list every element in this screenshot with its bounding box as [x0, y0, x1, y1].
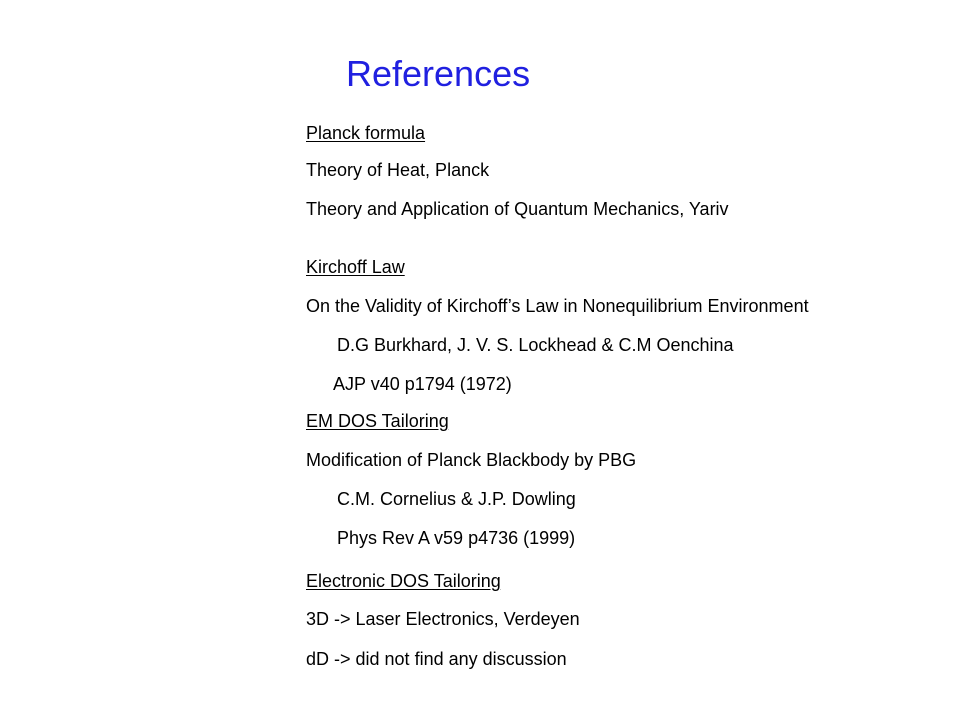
section-heading-planck-formula: Planck formula: [306, 123, 426, 143]
reference-item: Modification of Planck Blackbody by PBG: [306, 450, 637, 470]
reference-citation: AJP v40 p1794 (1972): [333, 374, 512, 394]
reference-item: Theory of Heat, Planck: [306, 160, 490, 180]
section-heading-electronic-dos-tailoring: Electronic DOS Tailoring: [306, 571, 501, 591]
section-heading-kirchoff-law: Kirchoff Law: [306, 257, 405, 277]
reference-item: 3D -> Laser Electronics, Verdeyen: [306, 609, 580, 629]
reference-item: Theory and Application of Quantum Mechanics, Yariv: [306, 199, 729, 219]
page-title: References: [346, 53, 531, 94]
reference-authors: D.G Burkhard, J. V. S. Lockhead & C.M Oenchina: [337, 335, 734, 355]
reference-item: On the Validity of Kirchoff’s Law in Nonequilibrium Environment: [306, 296, 809, 316]
reference-citation: Phys Rev A v59 p4736 (1999): [337, 528, 576, 548]
section-heading-em-dos-tailoring: EM DOS Tailoring: [306, 411, 449, 431]
reference-item: dD -> did not find any discussion: [306, 649, 567, 669]
reference-authors: C.M. Cornelius & J.P. Dowling: [337, 489, 576, 509]
